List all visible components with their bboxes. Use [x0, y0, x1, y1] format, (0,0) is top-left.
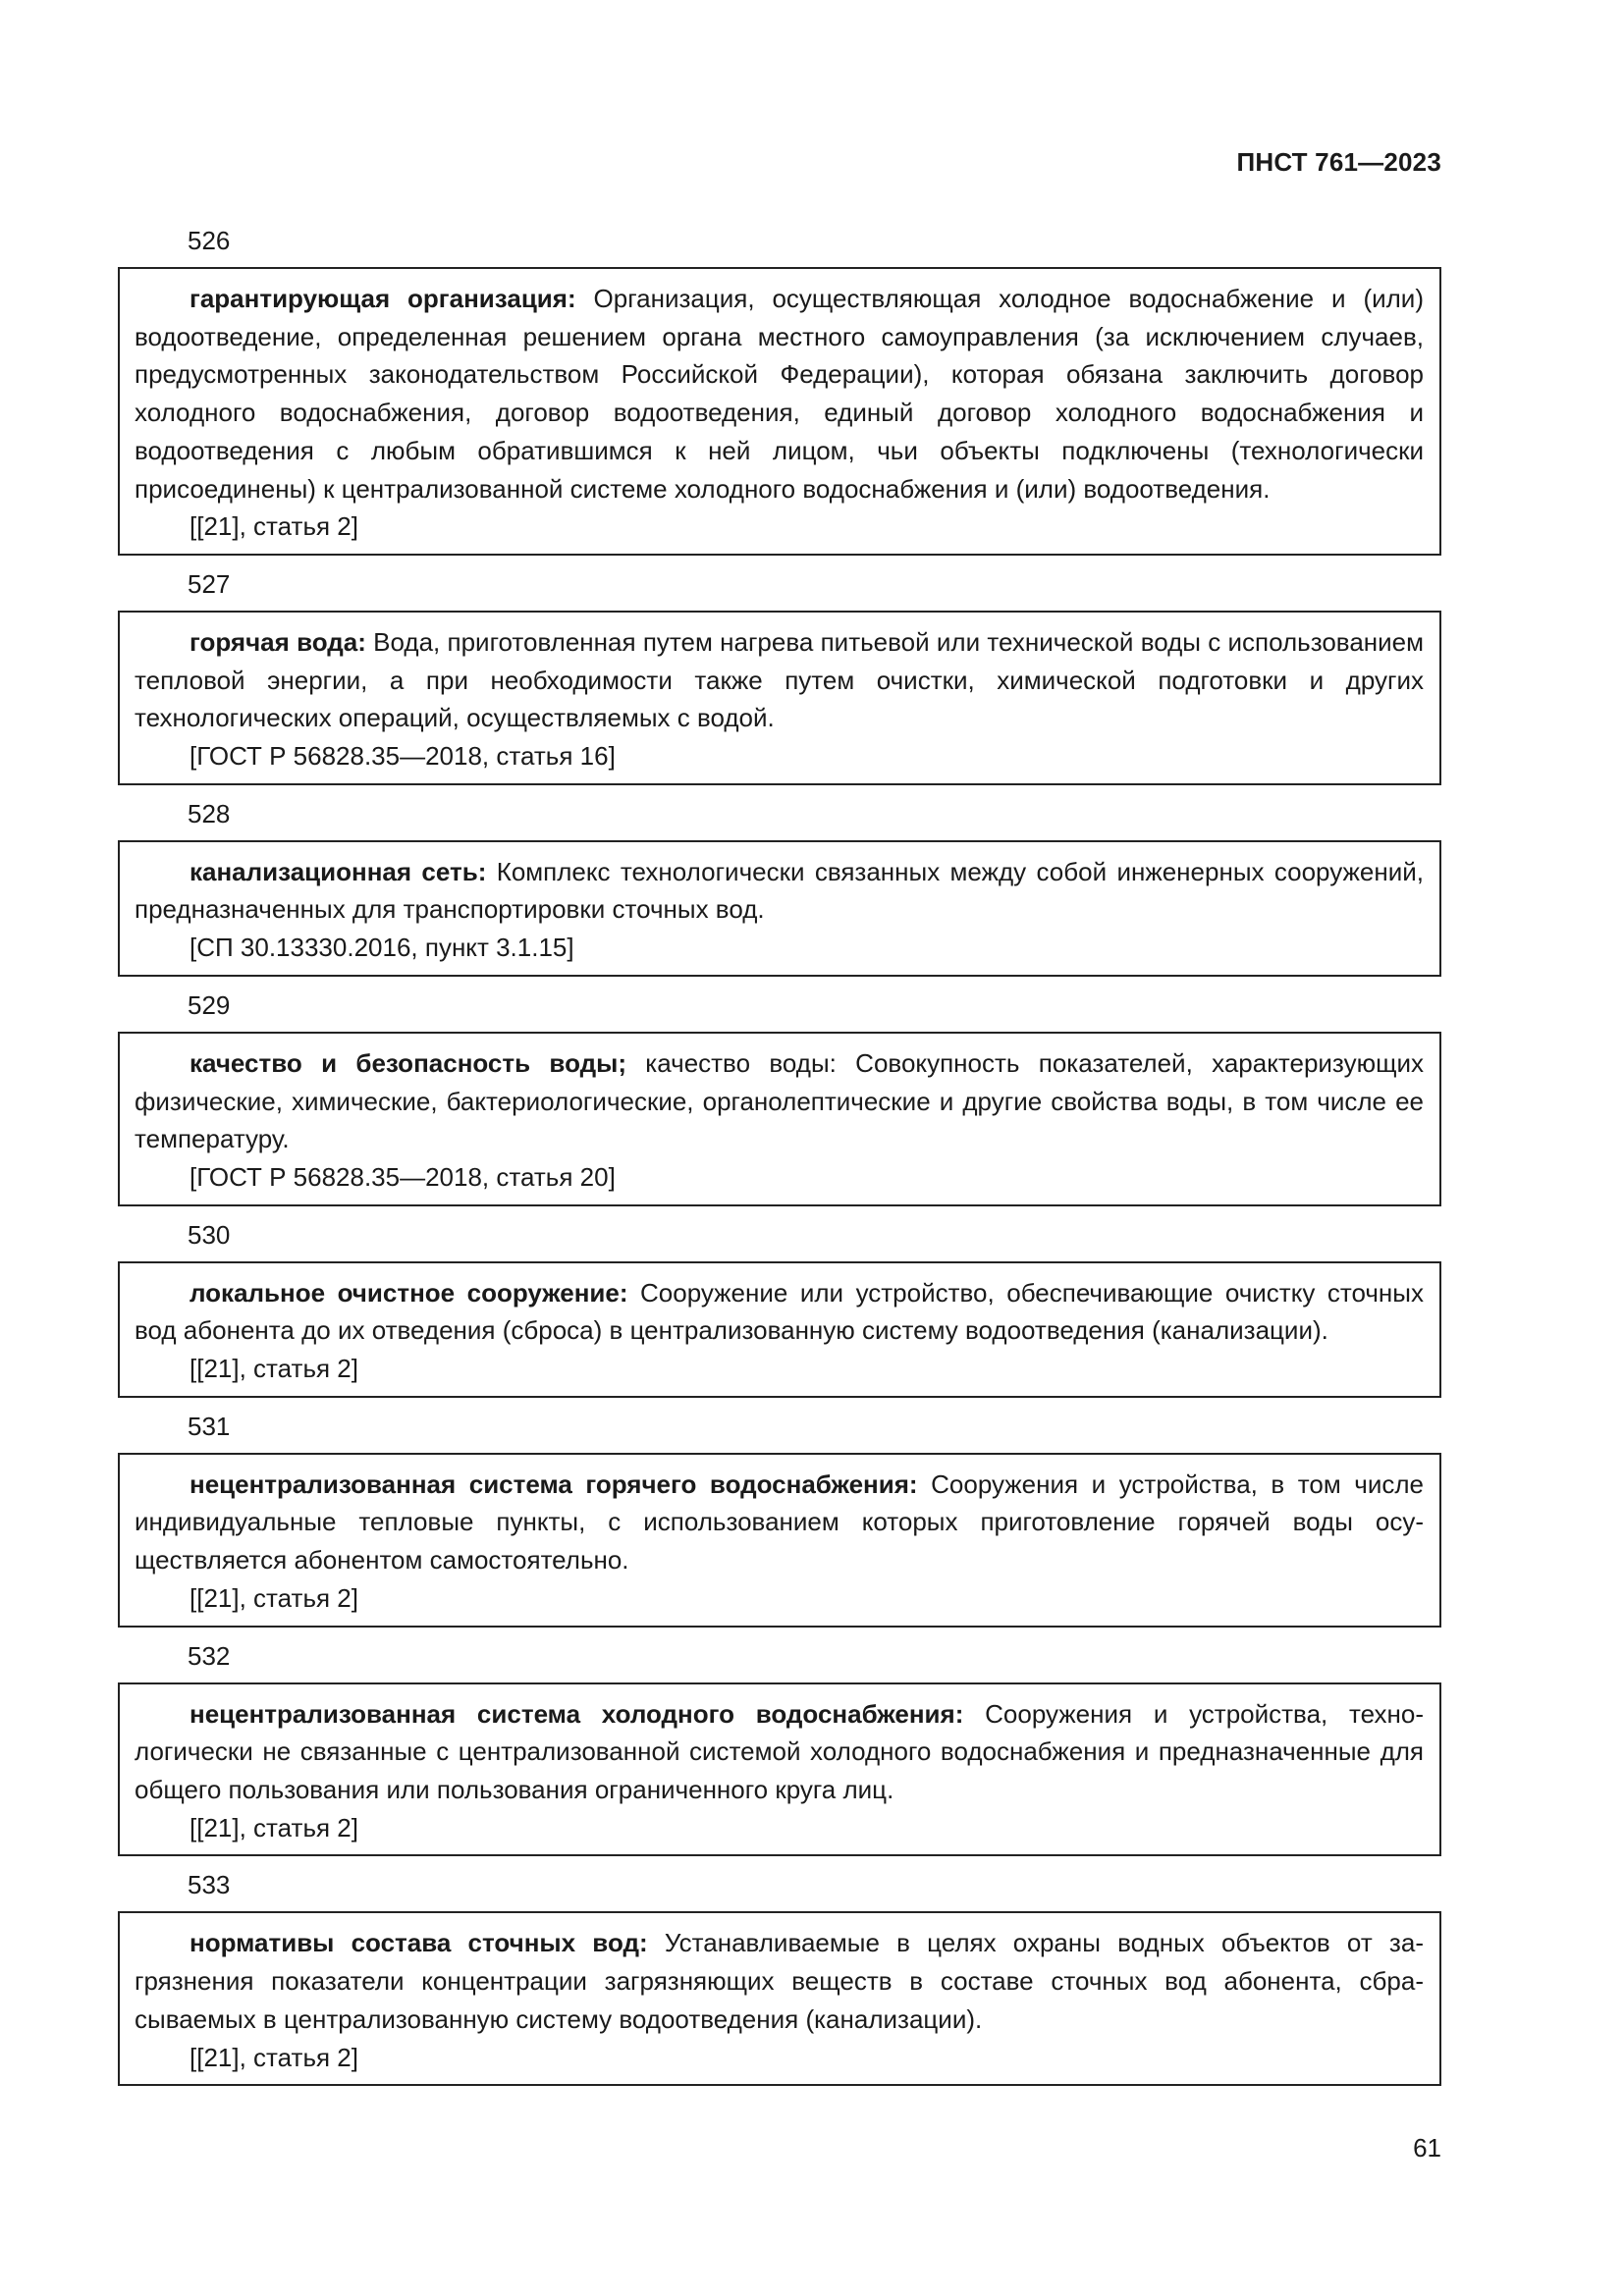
- entry-source: [ГОСТ Р 56828.35—2018, статья 20]: [189, 1161, 616, 1192]
- entry-source: [ГОСТ Р 56828.35—2018, статья 16]: [189, 741, 616, 772]
- entry-number: 533: [188, 1870, 231, 1900]
- entry-term: нормативы состава сточных вод:: [189, 1928, 648, 1958]
- entry-term: локальное очистное сооружение:: [189, 1277, 628, 1308]
- entry-box: [118, 267, 1441, 556]
- entry-term: канализационная сеть:: [189, 856, 487, 886]
- entry-number: 527: [188, 568, 231, 599]
- entry-source: [[21], статья 2]: [189, 2042, 358, 2072]
- entry-term: горячая вода:: [189, 626, 366, 657]
- entry-definition-paragraph: [135, 1695, 1424, 1809]
- entry-source: [[21], статья 2]: [189, 1812, 358, 1842]
- entry-box: [118, 840, 1441, 977]
- term-entry: [118, 795, 1441, 977]
- entry-definition: Сооружение или устройство, обеспечивающие очистку сточных вод абонента до их отведения (сброса) в централизованную систему водоотведения (канализации).: [135, 1277, 1424, 1346]
- entry-box: [118, 1682, 1441, 1857]
- entry-definition-paragraph: [135, 1466, 1424, 1579]
- entry-definition-paragraph: [135, 1274, 1424, 1350]
- entry-term: нецентрализованная система горячего водоснабжения:: [189, 1468, 918, 1499]
- page-number: 61: [1413, 2133, 1441, 2163]
- entry-number: 528: [188, 798, 231, 828]
- entry-box: [118, 1032, 1441, 1206]
- entry-definition-paragraph: [135, 1044, 1424, 1158]
- entry-number: 526: [188, 226, 231, 255]
- term-entry: [118, 1216, 1441, 1398]
- entry-box: [118, 1453, 1441, 1628]
- entry-definition: Вода, приготовленная путем нагрева питьевой или технической воды с использованием тепловой энергии, а при необходимости также путем очистки, химической подготовки и других технологических операций, осуществляемых с водой.: [135, 626, 1424, 733]
- entry-definition: Сооружения и устройства, в том числе индивидуальные тепловые пункты, с использованием которых приготовление горячей воды осуществляется абонентом самостоятельно.: [135, 1468, 1424, 1575]
- term-entries: [118, 222, 1441, 2096]
- entry-source: [[21], статья 2]: [189, 1354, 358, 1384]
- entry-box: [118, 1261, 1441, 1398]
- entry-number: 530: [188, 1219, 231, 1250]
- entry-source: [[21], статья 2]: [189, 511, 358, 542]
- entry-number: 532: [188, 1640, 231, 1671]
- entry-definition-paragraph: [135, 853, 1424, 929]
- entry-definition-paragraph: [135, 1924, 1424, 2038]
- term-entry: [118, 565, 1441, 785]
- entry-source: [СП 30.13330.2016, пункт 3.1.15]: [189, 933, 574, 963]
- entry-term: нецентрализованная система холодного водоснабжения:: [189, 1698, 964, 1729]
- entry-term: качество и безопасность воды;: [189, 1047, 626, 1078]
- term-entry: [118, 1637, 1441, 1857]
- term-entry: [118, 1408, 1441, 1628]
- entry-definition: Комплекс технологически связанных между собой инженерных сооружений, предназначенных для транспортировки сточных вод.: [135, 856, 1424, 925]
- entry-definition: качество воды: Совокупность показателей, характеризующих физические, химические, бактериологические, органолептические и другие свойства воды, в том числе ее температуру.: [135, 1047, 1424, 1154]
- entry-box: [118, 1911, 1441, 2086]
- entry-definition: Устанавливаемые в целях охраны водных объектов от загрязнения показатели концентрации загрязняющих веществ в составе сточных вод абонента, сбрасываемых в централизованную систему водоотведения (канализации).: [135, 1928, 1424, 2034]
- entry-definition-paragraph: [135, 623, 1424, 737]
- document-code: ПНСТ 761—2023: [1236, 147, 1441, 177]
- entry-number: 531: [188, 1411, 231, 1441]
- entry-term: гарантирующая организация:: [189, 284, 576, 313]
- entry-box: [118, 611, 1441, 785]
- entry-source: [[21], статья 2]: [189, 1582, 358, 1613]
- entry-definition-paragraph: [135, 280, 1424, 507]
- term-entry: [118, 222, 1441, 556]
- term-entry: [118, 1866, 1441, 2086]
- entry-definition: Организация, осуществляющая холодное водоснабжение и (или) водоотведение, определенная решением органа местного самоуправления (за исключением случаев, предусмотренных законодательством Российской Федерации), которая обязана заключить договор холодного водоснабжения, договор водоотведения, единый договор холодного водоснабжения и водоотведения с любым обратившимся к ней лицом, чьи объекты подключены (технологически присоединены) к централизованной системе холодного водоснабжения и (или) водоотведения.: [135, 284, 1424, 504]
- entry-definition: Сооружения и устройства, технологически не связанные с централизованной системой холодного водоснабжения и предназначенные для общего пользования или пользования ограниченного круга лиц.: [135, 1698, 1425, 1804]
- term-entry: [118, 987, 1441, 1206]
- entry-number: 529: [188, 989, 231, 1020]
